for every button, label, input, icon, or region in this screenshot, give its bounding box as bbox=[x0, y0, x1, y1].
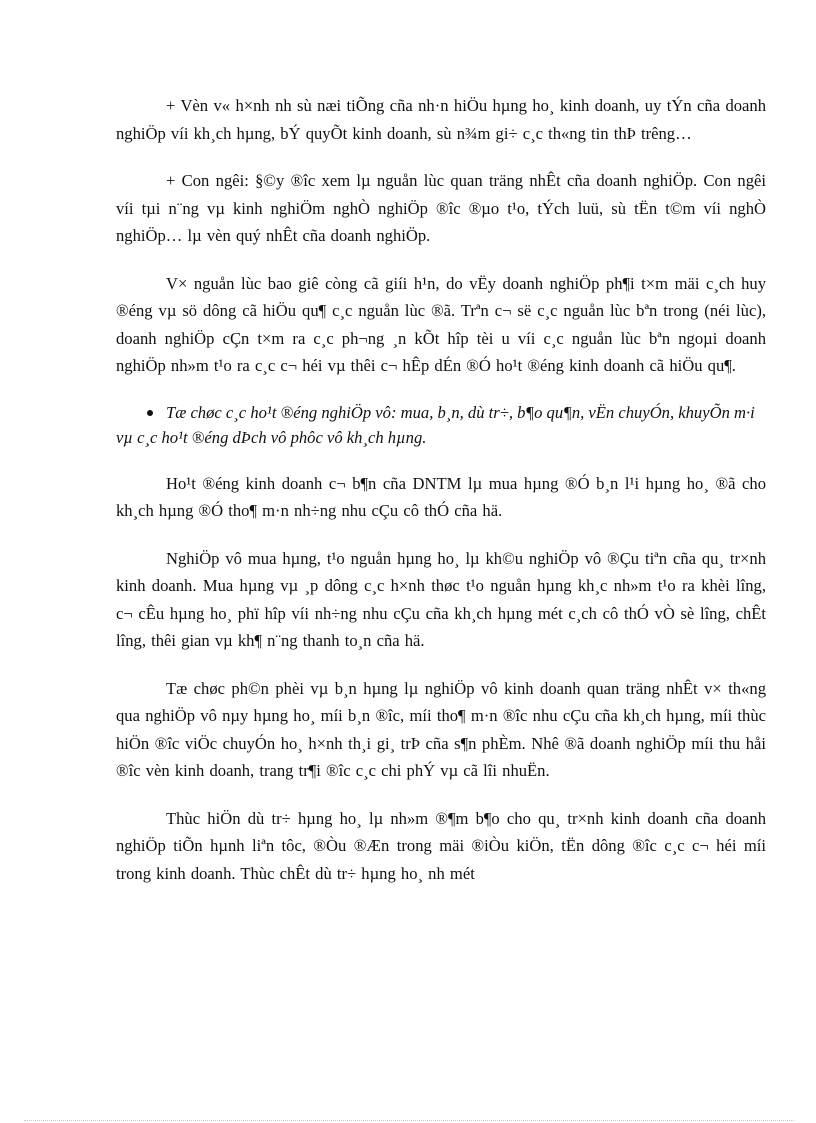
bullet-dot-icon bbox=[147, 410, 153, 416]
page-bottom-divider bbox=[24, 1120, 794, 1121]
document-page bbox=[116, 92, 766, 907]
bullet-item bbox=[116, 400, 766, 450]
paragraph-basic-activity: Ho¹t ®éng kinh doanh c¬ b¶n cña DNTM lµ mua hµng ®Ó b¸n l¹i hµng ho¸ ®ã cho kh¸ch hµng ®Ó tho¶ m·n nh÷ng nhu cÇu cô thÓ cña hä. bbox=[116, 473, 766, 520]
paragraph-human-resources: + Con ngêi: §©y ®îc xem lµ nguån lùc quan träng nhÊt cña doanh nghiÖp. Con ngêi víi tµi n¨ng vµ kinh nghiÖm nghÒ nghiÖp ®îc ®µo t¹o, tÝch luü, sù tËn t©m víi nghÒ nghiÖp… lµ vèn quý nhÊt cña doanh nghiÖp. bbox=[116, 171, 766, 245]
bullet-text-organization: Tæ chøc c¸c ho¹t ®éng nghiÖp vô: mua, b¸n, dù tr÷, b¶o qu¶n, vËn chuyÓn, khuyÕn m·i vµ c¸c ho¹t ®éng dÞch vô phôc vô kh¸ch hµng. bbox=[116, 402, 755, 447]
paragraph-distribution: Tæ chøc ph©n phèi vµ b¸n hµng lµ nghiÖp vô kinh doanh quan träng nhÊt v× th«ng qua nghiÖp vô nµy hµng ho¸ míi b¸n ®îc, míi tho¶ m·n ®îc nhu cÇu cña kh¸ch hµng, míi thùc hiÖn ®îc viÖc chuyÓn ho¸ h×nh th¸i gi¸ trÞ cña s¶n phÈm. Nhê ®ã doanh nghiÖp míi thu håi ®îc vèn kinh doanh, trang tr¶i ®îc c¸c chi phÝ vµ cã lîi nhuËn. bbox=[116, 678, 766, 780]
paragraph-resource-mobilization: V× nguån lùc bao giê còng cã giíi h¹n, do vËy doanh nghiÖp ph¶i t×m mäi c¸ch huy ®éng vµ sö dông cã hiÖu qu¶ c¸c nguån lùc ®ã. Trªn c¬ së c¸c nguån lùc bªn trong (néi lùc), doanh nghiÖp cÇn t×m ra c¸c ph¬ng ¸n kÕt hîp tèi u víi c¸c nguån lùc bªn ngoµi doanh nghiÖp nh»m t¹o ra c¸c c¬ héi vµ thêi c¬ hÊp dÉn ®Ó ho¹t ®éng kinh doanh cã hiÖu qu¶. bbox=[116, 273, 766, 375]
paragraph-purchasing: NghiÖp vô mua hµng, t¹o nguån hµng ho¸ lµ kh©u nghiÖp vô ®Çu tiªn cña qu¸ tr×nh kinh doanh. Mua hµng vµ ¸p dông c¸c h×nh thøc t¹o nguån hµng kh¸c nh»m t¹o ra khèi lîng, c¬ cÊu hµng ho¸ phï hîp víi nh÷ng nhu cÇu cña kh¸ch hµng mét c¸ch cô thÓ vÒ sè lîng, chÊt lîng, thêi gian vµ kh¶ n¨ng thanh to¸n cña hä. bbox=[116, 548, 766, 650]
paragraph-brand-capital: + Vèn v« h×nh nh sù næi tiÕng cña nh·n hiÖu hµng ho¸ kinh doanh, uy tÝn cña doanh nghiÖp víi kh¸ch hµng, bÝ quyÕt kinh doanh, sù n¾m gi÷ c¸c th«ng tin thÞ trêng… bbox=[116, 96, 766, 143]
paragraph-inventory: Thùc hiÖn dù tr÷ hµng ho¸ lµ nh»m ®¶m b¶o cho qu¸ tr×nh kinh doanh cña doanh nghiÖp tiÕn hµnh liªn tôc, ®Òu ®Æn trong mäi ®iÒu kiÖn, tËn dông ®îc c¸c c¬ héi míi trong kinh doanh. Thùc chÊt dù tr÷ hµng ho¸ nh mét bbox=[116, 808, 766, 883]
